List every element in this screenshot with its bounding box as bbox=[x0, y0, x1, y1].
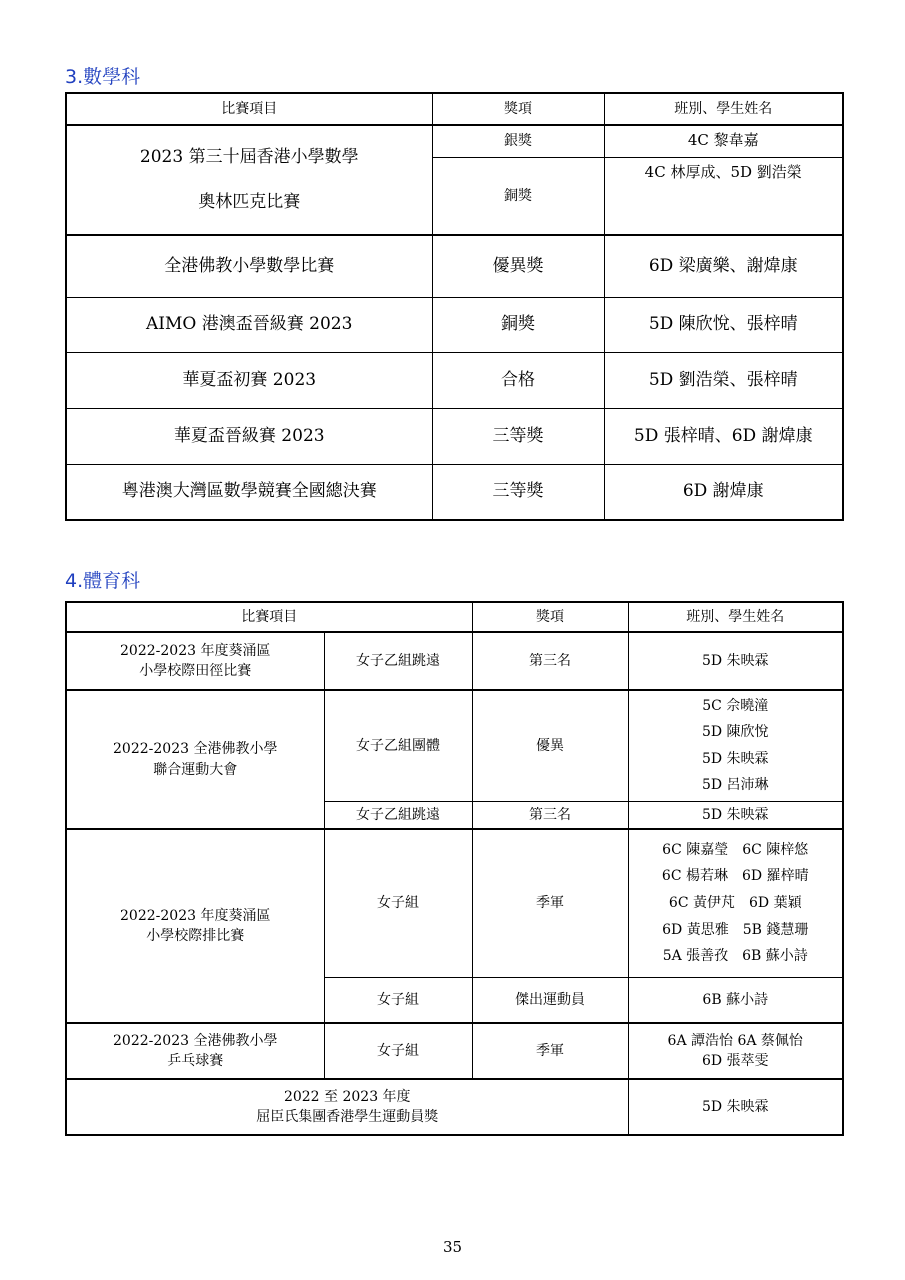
student-name: 5A 張善孜 6B 蘇小詩 bbox=[662, 948, 808, 965]
students-cell bbox=[628, 829, 843, 977]
student-name: 5D 陳欣悅 bbox=[701, 724, 769, 741]
table-row bbox=[66, 1023, 843, 1079]
students-cell: 4C 林厚成、5D 劉浩榮 bbox=[604, 157, 843, 235]
award-cell: 銅獎 bbox=[432, 157, 604, 235]
event-cell bbox=[66, 1079, 628, 1135]
event-cell bbox=[66, 632, 324, 690]
award-cell: 季軍 bbox=[472, 1023, 628, 1079]
table-row bbox=[66, 464, 843, 520]
award-cell: 銅獎 bbox=[432, 297, 604, 352]
award-cell: 季軍 bbox=[472, 829, 628, 977]
event-line: 聯合運動大會 bbox=[153, 761, 238, 778]
students-cell: 6B 蘇小詩 bbox=[628, 977, 843, 1023]
event-cell: 華夏盃晉級賽 2023 bbox=[66, 408, 432, 464]
category-cell: 女子組 bbox=[324, 977, 472, 1023]
category-cell: 女子組 bbox=[324, 1023, 472, 1079]
pe-section-title: 4.體育科 bbox=[65, 570, 141, 592]
student-name: 6A 譚浩怡 6A 蔡佩怡 bbox=[667, 1032, 803, 1049]
table-row bbox=[66, 829, 843, 977]
event-line: 乒乓球賽 bbox=[167, 1053, 224, 1069]
student-name: 5C 佘曉潼 bbox=[702, 697, 769, 714]
students-cell: 4C 黎韋嘉 bbox=[604, 125, 843, 157]
students-cell: 5D 朱映霖 bbox=[628, 1079, 843, 1135]
students-cell: 5D 陳欣悅、張梓晴 bbox=[604, 297, 843, 352]
event-line: 屈臣氏集團香港學生運動員獎 bbox=[256, 1109, 439, 1125]
award-cell: 優異 bbox=[472, 690, 628, 801]
award-cell: 三等獎 bbox=[432, 464, 604, 520]
students-cell bbox=[628, 690, 843, 801]
header-award: 獎項 bbox=[432, 93, 604, 125]
award-cell: 第三名 bbox=[472, 632, 628, 690]
event-cell: 全港佛教小學數學比賽 bbox=[66, 235, 432, 297]
award-cell: 三等獎 bbox=[432, 408, 604, 464]
students-cell: 5D 張梓晴、6D 謝煒康 bbox=[604, 408, 843, 464]
award-cell: 傑出運動員 bbox=[472, 977, 628, 1023]
table-row bbox=[66, 235, 843, 297]
students-cell: 5D 朱映霖 bbox=[628, 801, 843, 829]
event-line: 小學校際排比賽 bbox=[146, 928, 245, 944]
event-cell bbox=[66, 1023, 324, 1079]
award-cell: 銀獎 bbox=[432, 125, 604, 157]
event-line: 2022-2023 全港佛教小學 bbox=[113, 741, 278, 758]
student-name: 6C 黃伊芃 6D 葉穎 bbox=[668, 894, 802, 911]
event-line: 奧林匹克比賽 bbox=[198, 192, 301, 212]
table-row bbox=[66, 1079, 843, 1135]
event-line: 2022-2023 全港佛教小學 bbox=[113, 1032, 278, 1049]
students-cell: 6D 謝煒康 bbox=[604, 464, 843, 520]
table-row bbox=[66, 632, 843, 690]
students-cell bbox=[628, 1023, 843, 1079]
event-cell: AIMO 港澳盃晉級賽 2023 bbox=[66, 297, 432, 352]
header-event: 比賽項目 bbox=[66, 93, 432, 125]
table-row bbox=[66, 297, 843, 352]
award-cell: 優異獎 bbox=[432, 235, 604, 297]
event-cell: 粵港澳大灣區數學競賽全國總決賽 bbox=[66, 464, 432, 520]
student-name: 5D 呂沛琳 bbox=[701, 777, 769, 794]
category-cell: 女子乙組團體 bbox=[324, 690, 472, 801]
header-students: 班別、學生姓名 bbox=[604, 93, 843, 125]
math-awards-table bbox=[65, 92, 844, 521]
student-name: 6C 陳嘉瑩 6C 陳梓悠 bbox=[662, 841, 809, 858]
student-name: 6D 黃思雅 5B 錢慧珊 bbox=[662, 921, 809, 938]
category-cell: 女子乙組跳遠 bbox=[324, 801, 472, 829]
event-cell bbox=[66, 829, 324, 1023]
event-line: 2022-2023 年度葵涌區 bbox=[120, 907, 271, 924]
event-line: 小學校際田徑比賽 bbox=[139, 663, 252, 679]
table-row bbox=[66, 352, 843, 408]
category-cell: 女子組 bbox=[324, 829, 472, 977]
student-name: 6C 楊若琳 6D 羅梓晴 bbox=[661, 868, 809, 885]
pe-awards-table bbox=[65, 601, 844, 1136]
student-name: 5D 朱映霖 bbox=[701, 750, 769, 767]
category-cell: 女子乙組跳遠 bbox=[324, 632, 472, 690]
students-cell: 5D 朱映霖 bbox=[628, 632, 843, 690]
header-event: 比賽項目 bbox=[66, 602, 472, 632]
page-number: 35 bbox=[442, 1238, 463, 1256]
event-line: 2022 至 2023 年度 bbox=[283, 1088, 411, 1105]
students-cell: 5D 劉浩榮、張梓晴 bbox=[604, 352, 843, 408]
table-header-row bbox=[66, 93, 843, 125]
table-row bbox=[66, 408, 843, 464]
event-line: 2022-2023 年度葵涌區 bbox=[120, 642, 271, 659]
table-row bbox=[66, 125, 843, 157]
header-award: 獎項 bbox=[472, 602, 628, 632]
header-students: 班別、學生姓名 bbox=[628, 602, 843, 632]
table-header-row bbox=[66, 602, 843, 632]
event-cell bbox=[66, 690, 324, 829]
olympiad-event bbox=[66, 125, 432, 235]
award-cell: 合格 bbox=[432, 352, 604, 408]
students-cell: 6D 梁廣樂、謝煒康 bbox=[604, 235, 843, 297]
math-section-title: 3.數學科 bbox=[65, 66, 141, 88]
event-line: 2023 第三十屆香港小學數學 bbox=[139, 147, 359, 168]
table-row bbox=[66, 690, 843, 801]
award-cell: 第三名 bbox=[472, 801, 628, 829]
event-cell: 華夏盃初賽 2023 bbox=[66, 352, 432, 408]
student-name: 6D 張萃雯 bbox=[701, 1053, 769, 1069]
